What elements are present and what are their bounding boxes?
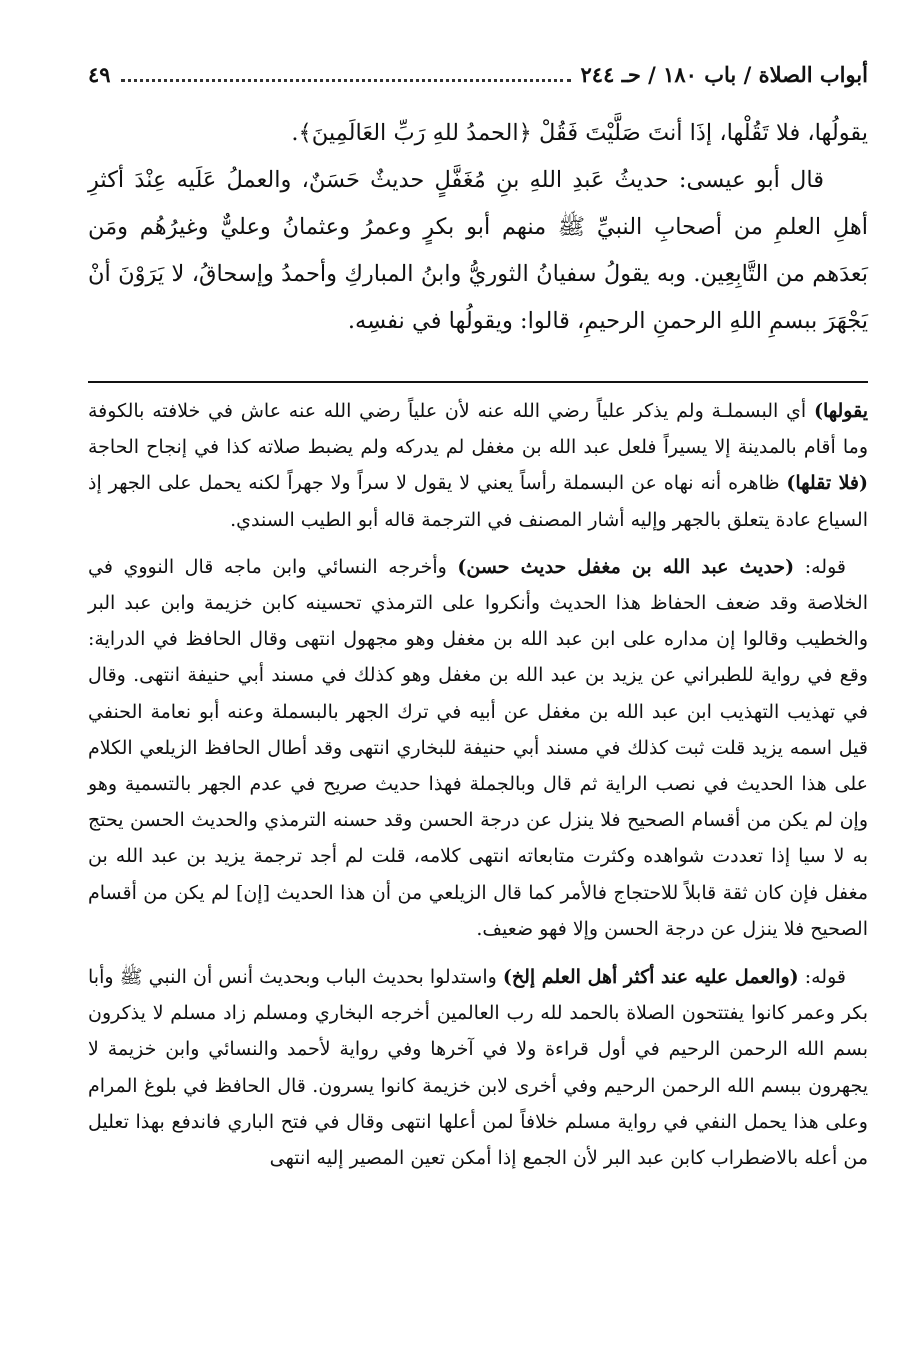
commentary-paragraph-1 bbox=[88, 393, 868, 538]
commentary-text: أي البسملـة ولم يذكر علياً رضي الله عنه لأن علياً رضي الله عنه عاش في خلافته بالكوفة وما أقام بالمدينة إلا يسيراً فلعل عبد الله بن مغفل لم يدركه ولم يضبط صلاته كذا في إنجاح الحاجة bbox=[88, 400, 868, 459]
lemma: (فلا تقلها) bbox=[786, 472, 869, 495]
main-text bbox=[88, 110, 868, 345]
lemma: (والعمل عليه عند أكثر أهل العلم إلخ) bbox=[502, 966, 799, 989]
commentary-text: وأخرجه النسائي وابن ماجه قال النووي في الخلاصة وقد ضعف الحفاظ هذا الحديث وأنكروا على الترمذي تحسينه كابن خزيمة وابن عبد البر والخطيب وقالوا إن مداره على ابن عبد الله بن مغفل وهو مجهول انتهى وقال الحافظ في الدراية: وقع في رواية للطبراني عن يزيد بن عبد الله بن مغفل وهو كذلك في مسند أبي حنيفة انتهى. وقال في تهذيب التهذيب ابن عبد الله بن مغفل عن أبيه في ترك الجهر بالبسملة وعنه أبو نعامة الحنفي قيل اسمه يزيد قلت ثبت كذلك في مسند أبي حنيفة للبخاري انتهى وقد أطال الحافظ الزيلعي الكلام على هذا الحديث في نصب الراية ثم قال وبالجملة فهذا حديث صريح في عدم الجهر بالتسمية وهو وإن لم يكن من أقسام الصحيح فلا ينزل عن درجة الحسن وقد حسنه الترمذي والحديث الحسن يحتج به لا سيا إذا تعددت شواهده وكثرت متابعاته انتهى كلامه، قلت لم أجد ترجمة يزيد بن عبد الله بن مغفل فإن كان ثقة قابلاً للاحتجاج فالأمر كما قال الزيلعي من أن هذا الحديث [إن] لم يكن من أقسام الصحيح فلا ينزل عن درجة الحسن وإلا فهو ضعيف. bbox=[88, 555, 868, 940]
page-number: ٤٩ bbox=[88, 62, 111, 87]
qawluhu-label: قوله: bbox=[794, 555, 846, 578]
qawluhu-label: قوله: bbox=[798, 966, 846, 989]
commentary-paragraph-2 bbox=[88, 549, 868, 947]
dot-leader bbox=[121, 79, 571, 82]
commentary-text: واستدلوا بحديث الباب وبحديث أنس أن النبي ﷺ وأبا بكر وعمر كانوا يفتتحون الصلاة بالحمد لله رب العالمين أخرجه البخاري ومسلم زاد مسلم لا يذكرون بسم الله الرحمن الرحيم في أول قراءة ولا في آخرها وفي رواية لأحمد والنسائي وابن خزيمة لا يجهرون ببسم الله الرحمن الرحيم وفي أخرى لابن خزيمة كانوا يسرون. قال الحافظ في بلوغ المرام وعلى هذا يحمل النفي في رواية مسلم خلافاً لمن أعلها انتهى وقال في فتح الباري فاندفع بهذا تعليل من أعله بالاضطراب كابن عبد البر لأن الجمع إذا أمكن تعين المصير إليه انتهى bbox=[88, 966, 868, 1170]
commentary-text: ظاهره أنه نهاه عن البسملة رأساً يعني لا يقول لا سراً ولا جهراً لكنه يحمل على الجهر إذ السياع عادة يتعلق بالجهر وإليه أشار المصنف في الترجمة قاله أبو الطيب السندي. bbox=[88, 472, 868, 531]
separator-rule bbox=[88, 381, 868, 383]
lemma: يقولها) bbox=[813, 400, 868, 422]
header-title: أبواب الصلاة / باب ١٨٠ / حـ ٢٤٤ bbox=[580, 62, 868, 87]
commentary bbox=[88, 393, 868, 1176]
main-paragraph-2: قال أبو عيسى: حديثُ عَبدِ اللهِ بنِ مُغَفَّلٍ حديثٌ حَسَنٌ، والعملُ عَلَيه عِنْدَ أكثرِ أهلِ العلمِ من أصحابِ النبيِّ ﷺ منهم أبو بكرٍ وعمرُ وعثمانُ وعليٌّ وغيرُهُم ومَن بَعدَهم من التَّابِعِين. وبه يقولُ سفيانُ الثوريُّ وابنُ المباركِ وأحمدُ وإسحاقُ، لا يَرَوْنَ أنْ يَجْهَرَ ببسمِ اللهِ الرحمنِ الرحيمِ، قالوا: ويقولُها في نفسِه. bbox=[88, 167, 868, 334]
book-page bbox=[88, 62, 868, 1188]
running-header bbox=[88, 62, 868, 88]
main-paragraph-1: يقولُها، فلا تَقُلْها، إذَا أنتَ صَلَّيْتَ فَقُلْ ﴿الحمدُ للهِ رَبِّ العَالَمِينَ﴾. bbox=[291, 120, 868, 146]
lemma: (حديث عبد الله بن مغفل حديث حسن) bbox=[457, 555, 795, 578]
commentary-paragraph-3 bbox=[88, 959, 868, 1176]
